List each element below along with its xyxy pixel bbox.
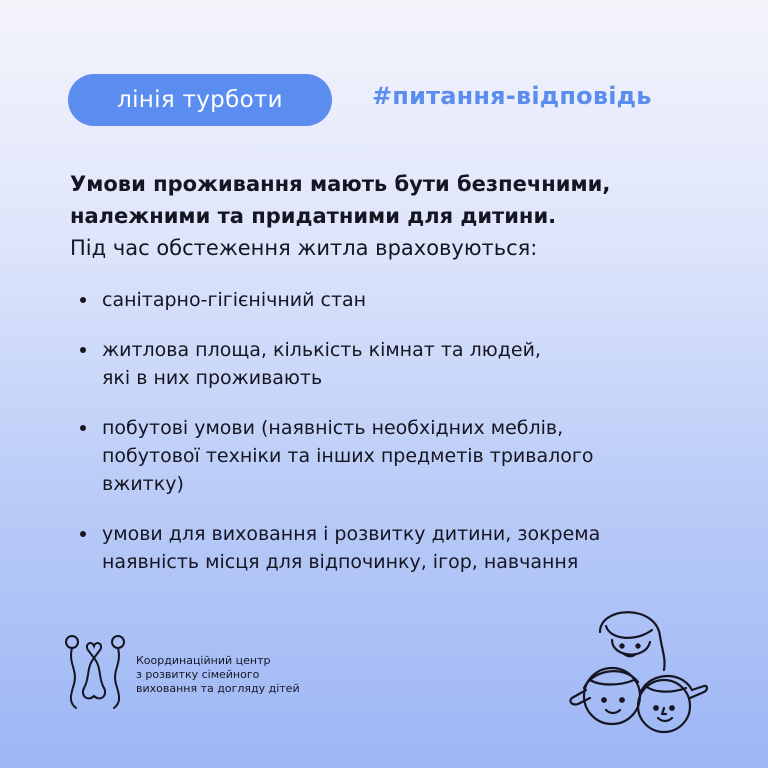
hashtag-label: #питання-відповідь bbox=[372, 82, 652, 110]
list-item bbox=[70, 520, 730, 576]
list-item bbox=[70, 414, 730, 498]
category-pill-label: лінія турботи bbox=[117, 87, 283, 113]
org-line-1: Координаційний центр bbox=[136, 654, 271, 667]
intro-normal-line: Під час обстеження житла враховуються: bbox=[70, 236, 538, 260]
organization-name bbox=[136, 654, 300, 696]
children-illustration-icon bbox=[560, 596, 710, 746]
list-item-line: наявність місця для відпочинку, ігор, навчання bbox=[102, 551, 579, 573]
conditions-list bbox=[70, 286, 730, 598]
list-item-line: які в них проживають bbox=[102, 367, 323, 389]
intro-text bbox=[70, 168, 720, 264]
list-item-line: побутові умови (наявність необхідних меблів, bbox=[102, 417, 564, 439]
org-line-3: виховання та догляду дітей bbox=[136, 682, 300, 695]
intro-bold-line-2: належними та придатними для дитини. bbox=[70, 204, 557, 228]
list-item-line: умови для виховання і розвитку дитини, зокрема bbox=[102, 523, 601, 545]
org-line-2: з розвитку сімейного bbox=[136, 668, 260, 681]
intro-bold-line-1: Умови проживання мають бути безпечними, bbox=[70, 172, 611, 196]
list-item bbox=[70, 336, 730, 392]
list-item-line: житлова площа, кількість кімнат та людей, bbox=[102, 339, 541, 361]
list-item-line: побутової техніки та інших предметів тривалого bbox=[102, 445, 594, 467]
list-item-line: санітарно-гігієнічний стан bbox=[102, 289, 367, 311]
family-logo-icon bbox=[62, 632, 128, 714]
list-item-line: вжитку) bbox=[102, 473, 184, 495]
category-pill bbox=[68, 74, 332, 126]
list-item bbox=[70, 286, 730, 314]
